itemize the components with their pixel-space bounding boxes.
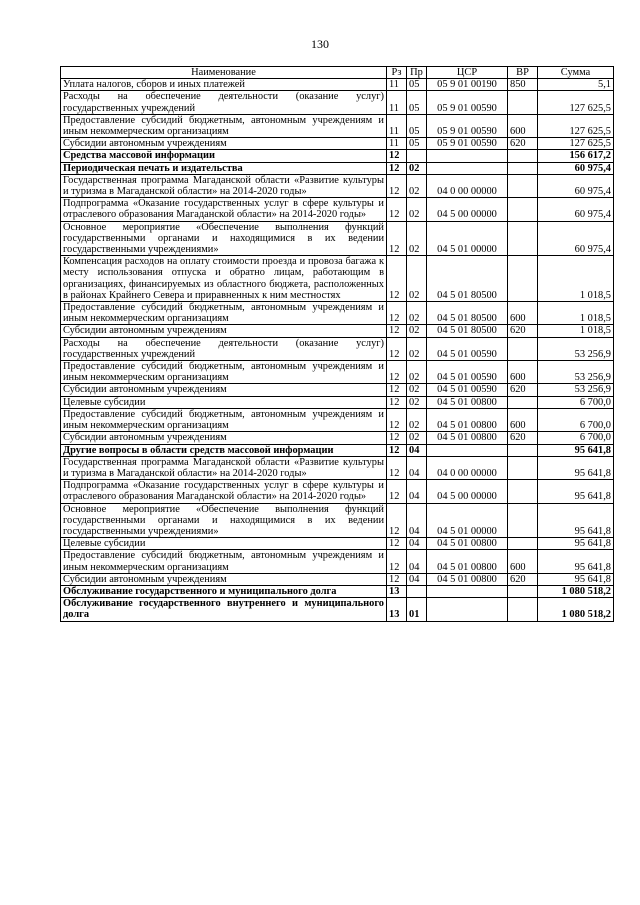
row-name: Предоставление субсидий бюджетным, автономным учреждениям и иным некоммерческим организациям: [61, 114, 387, 137]
table-row: [61, 138, 614, 150]
row-vr: [508, 150, 538, 162]
row-sum: 1 080 518,2: [538, 585, 614, 597]
row-rz: 11: [387, 91, 407, 114]
row-vr: [508, 480, 538, 503]
row-pr: 02: [407, 337, 427, 360]
row-name: Субсидии автономным учреждениям: [61, 573, 387, 585]
row-name: Основное мероприятие «Обеспечение выполнения функций государственными органами и находящимися в их ведении государственными учреждениями»: [61, 503, 387, 538]
table-row: [61, 91, 614, 114]
row-rz: 12: [387, 361, 407, 384]
row-rz: 11: [387, 79, 407, 91]
row-rz: 11: [387, 138, 407, 150]
row-pr: 05: [407, 114, 427, 137]
row-sum: 1 018,5: [538, 325, 614, 337]
budget-table: [60, 66, 614, 622]
row-csr: 04 5 01 00800: [427, 396, 508, 408]
row-name: Обслуживание государственного и муниципального долга: [61, 585, 387, 597]
row-pr: 02: [407, 162, 427, 174]
row-rz: 13: [387, 585, 407, 597]
row-vr: 600: [508, 550, 538, 573]
table-row: [61, 408, 614, 431]
row-vr: 620: [508, 325, 538, 337]
table-row: [61, 598, 614, 621]
row-csr: 05 9 01 00590: [427, 91, 508, 114]
row-name: Расходы на обеспечение деятельности (оказание услуг) государственных учреждений: [61, 337, 387, 360]
row-vr: [508, 162, 538, 174]
table-row: [61, 150, 614, 162]
row-csr: 05 9 01 00590: [427, 114, 508, 137]
table-row: [61, 573, 614, 585]
table-row: [61, 538, 614, 550]
row-pr: 05: [407, 138, 427, 150]
row-rz: 12: [387, 432, 407, 444]
row-sum: 6 700,0: [538, 432, 614, 444]
table-row: [61, 162, 614, 174]
table-row: [61, 456, 614, 479]
row-vr: [508, 91, 538, 114]
row-sum: 95 641,8: [538, 480, 614, 503]
row-vr: [508, 198, 538, 221]
row-vr: 620: [508, 573, 538, 585]
row-sum: 95 641,8: [538, 550, 614, 573]
row-name: Периодическая печать и издательства: [61, 162, 387, 174]
row-csr: [427, 598, 508, 621]
row-vr: 600: [508, 408, 538, 431]
row-csr: 04 5 01 00590: [427, 337, 508, 360]
row-rz: 12: [387, 480, 407, 503]
row-sum: 60 975,4: [538, 162, 614, 174]
header-vr: ВР: [508, 67, 538, 79]
row-csr: 05 9 01 00190: [427, 79, 508, 91]
row-name: Средства массовой информации: [61, 150, 387, 162]
row-pr: [407, 585, 427, 597]
row-rz: 12: [387, 302, 407, 325]
header-rz: Рз: [387, 67, 407, 79]
row-rz: 12: [387, 456, 407, 479]
row-csr: 04 5 00 00000: [427, 480, 508, 503]
header-name: Наименование: [61, 67, 387, 79]
row-rz: 12: [387, 396, 407, 408]
row-sum: 53 256,9: [538, 361, 614, 384]
page-number: 130: [311, 37, 329, 51]
row-name: Субсидии автономным учреждениям: [61, 384, 387, 396]
row-vr: 620: [508, 138, 538, 150]
header-sum: Сумма: [538, 67, 614, 79]
row-sum: 60 975,4: [538, 198, 614, 221]
row-rz: 12: [387, 174, 407, 197]
row-pr: 02: [407, 432, 427, 444]
row-name: Расходы на обеспечение деятельности (оказание услуг) государственных учреждений: [61, 91, 387, 114]
row-sum: 1 018,5: [538, 256, 614, 302]
row-name: Предоставление субсидий бюджетным, автономным учреждениям и иным некоммерческим организациям: [61, 302, 387, 325]
row-rz: 13: [387, 598, 407, 621]
row-rz: 12: [387, 325, 407, 337]
row-rz: 12: [387, 198, 407, 221]
row-pr: 01: [407, 598, 427, 621]
row-name: Уплата налогов, сборов и иных платежей: [61, 79, 387, 91]
row-name: Целевые субсидии: [61, 396, 387, 408]
row-vr: 620: [508, 432, 538, 444]
table-row: [61, 444, 614, 456]
row-rz: 12: [387, 256, 407, 302]
row-name: Субсидии автономным учреждениям: [61, 138, 387, 150]
row-pr: 02: [407, 325, 427, 337]
row-rz: 12: [387, 444, 407, 456]
table-row: [61, 325, 614, 337]
table-row: [61, 361, 614, 384]
row-vr: [508, 444, 538, 456]
row-vr: [508, 456, 538, 479]
table-row: [61, 337, 614, 360]
row-sum: 127 625,5: [538, 91, 614, 114]
row-sum: 60 975,4: [538, 174, 614, 197]
row-vr: [508, 585, 538, 597]
row-sum: 95 641,8: [538, 456, 614, 479]
row-csr: [427, 585, 508, 597]
row-pr: 02: [407, 384, 427, 396]
table-row: [61, 585, 614, 597]
row-sum: 127 625,5: [538, 138, 614, 150]
row-pr: 04: [407, 480, 427, 503]
row-csr: 04 0 00 00000: [427, 174, 508, 197]
row-pr: 02: [407, 408, 427, 431]
table-row: [61, 432, 614, 444]
row-rz: 12: [387, 337, 407, 360]
row-csr: 04 0 00 00000: [427, 456, 508, 479]
row-vr: [508, 221, 538, 256]
row-name: Субсидии автономным учреждениям: [61, 325, 387, 337]
row-sum: 6 700,0: [538, 396, 614, 408]
row-pr: 04: [407, 456, 427, 479]
row-name: Целевые субсидии: [61, 538, 387, 550]
row-sum: 95 641,8: [538, 444, 614, 456]
row-name: Подпрограмма «Оказание государственных услуг в сфере культуры и отраслевого образования Магаданской области» на 2014-2020 годы»: [61, 480, 387, 503]
row-pr: 02: [407, 174, 427, 197]
row-rz: 12: [387, 221, 407, 256]
row-sum: 156 617,2: [538, 150, 614, 162]
row-pr: 05: [407, 91, 427, 114]
row-name: Подпрограмма «Оказание государственных услуг в сфере культуры и отраслевого образования Магаданской области» на 2014-2020 годы»: [61, 198, 387, 221]
row-pr: 04: [407, 503, 427, 538]
row-pr: 04: [407, 573, 427, 585]
row-csr: 04 5 01 00800: [427, 550, 508, 573]
table-body: [61, 79, 614, 621]
table-row: [61, 174, 614, 197]
row-sum: 1 080 518,2: [538, 598, 614, 621]
row-csr: 04 5 01 80500: [427, 302, 508, 325]
header-pr: Пр: [407, 67, 427, 79]
table-row: [61, 302, 614, 325]
row-pr: 04: [407, 444, 427, 456]
row-sum: 95 641,8: [538, 538, 614, 550]
row-csr: [427, 162, 508, 174]
table-row: [61, 384, 614, 396]
row-pr: 02: [407, 396, 427, 408]
row-csr: 04 5 00 00000: [427, 198, 508, 221]
row-vr: [508, 174, 538, 197]
row-pr: 02: [407, 302, 427, 325]
row-pr: 02: [407, 361, 427, 384]
row-csr: 04 5 01 00800: [427, 408, 508, 431]
table-row: [61, 503, 614, 538]
row-rz: 12: [387, 550, 407, 573]
row-sum: 60 975,4: [538, 221, 614, 256]
row-vr: [508, 337, 538, 360]
row-pr: 04: [407, 550, 427, 573]
row-csr: [427, 150, 508, 162]
row-pr: 02: [407, 256, 427, 302]
row-csr: 04 5 01 80500: [427, 256, 508, 302]
row-name: Компенсация расходов на оплату стоимости проезда и провоза багажа к месту использования отпуска и обратно лицам, работающим в организациях, финансируемых из областного бюджета, расположенных в районах Крайнего Севера и приравненных к ним местностях: [61, 256, 387, 302]
row-vr: 620: [508, 384, 538, 396]
table-row: [61, 114, 614, 137]
row-rz: 12: [387, 408, 407, 431]
row-name: Субсидии автономным учреждениям: [61, 432, 387, 444]
row-name: Обслуживание государственного внутреннего и муниципального долга: [61, 598, 387, 621]
table-row: [61, 79, 614, 91]
row-sum: 95 641,8: [538, 573, 614, 585]
row-csr: 04 5 01 00800: [427, 538, 508, 550]
row-csr: 04 5 01 00000: [427, 221, 508, 256]
row-rz: 12: [387, 384, 407, 396]
row-name: Предоставление субсидий бюджетным, автономным учреждениям и иным некоммерческим организациям: [61, 361, 387, 384]
row-sum: 127 625,5: [538, 114, 614, 137]
row-sum: 5,1: [538, 79, 614, 91]
row-csr: 04 5 01 80500: [427, 325, 508, 337]
row-vr: [508, 503, 538, 538]
row-sum: 95 641,8: [538, 503, 614, 538]
row-sum: 6 700,0: [538, 408, 614, 431]
row-pr: 02: [407, 221, 427, 256]
table-row: [61, 480, 614, 503]
row-csr: 04 5 01 00590: [427, 384, 508, 396]
row-rz: 12: [387, 150, 407, 162]
row-name: Государственная программа Магаданской области «Развитие культуры и туризма в Магаданской области» на 2014-2020 годы»: [61, 174, 387, 197]
row-name: Другие вопросы в области средств массовой информации: [61, 444, 387, 456]
row-rz: 12: [387, 573, 407, 585]
row-name: Предоставление субсидий бюджетным, автономным учреждениям и иным некоммерческим организациям: [61, 408, 387, 431]
row-vr: [508, 538, 538, 550]
table-row: [61, 396, 614, 408]
row-pr: 04: [407, 538, 427, 550]
row-csr: [427, 444, 508, 456]
table-row: [61, 198, 614, 221]
row-name: Государственная программа Магаданской области «Развитие культуры и туризма в Магаданской области» на 2014-2020 годы»: [61, 456, 387, 479]
header-csr: ЦСР: [427, 67, 508, 79]
row-pr: 02: [407, 198, 427, 221]
row-pr: 05: [407, 79, 427, 91]
row-sum: 53 256,9: [538, 384, 614, 396]
table-row: [61, 550, 614, 573]
row-pr: [407, 150, 427, 162]
row-vr: 600: [508, 302, 538, 325]
row-vr: 850: [508, 79, 538, 91]
row-vr: 600: [508, 114, 538, 137]
row-vr: [508, 396, 538, 408]
row-name: Основное мероприятие «Обеспечение выполнения функций государственными органами и находящимися в их ведении государственными учреждениями»: [61, 221, 387, 256]
row-csr: 04 5 01 00800: [427, 432, 508, 444]
row-csr: 04 5 01 00590: [427, 361, 508, 384]
row-rz: 12: [387, 162, 407, 174]
row-rz: 11: [387, 114, 407, 137]
row-name: Предоставление субсидий бюджетным, автономным учреждениям и иным некоммерческим организациям: [61, 550, 387, 573]
row-vr: [508, 598, 538, 621]
table-row: [61, 221, 614, 256]
row-sum: 1 018,5: [538, 302, 614, 325]
row-vr: 600: [508, 361, 538, 384]
row-sum: 53 256,9: [538, 337, 614, 360]
row-csr: 05 9 01 00590: [427, 138, 508, 150]
row-rz: 12: [387, 503, 407, 538]
table-header-row: [61, 67, 614, 79]
row-rz: 12: [387, 538, 407, 550]
row-vr: [508, 256, 538, 302]
row-csr: 04 5 01 00800: [427, 573, 508, 585]
row-csr: 04 5 01 00000: [427, 503, 508, 538]
table-row: [61, 256, 614, 302]
